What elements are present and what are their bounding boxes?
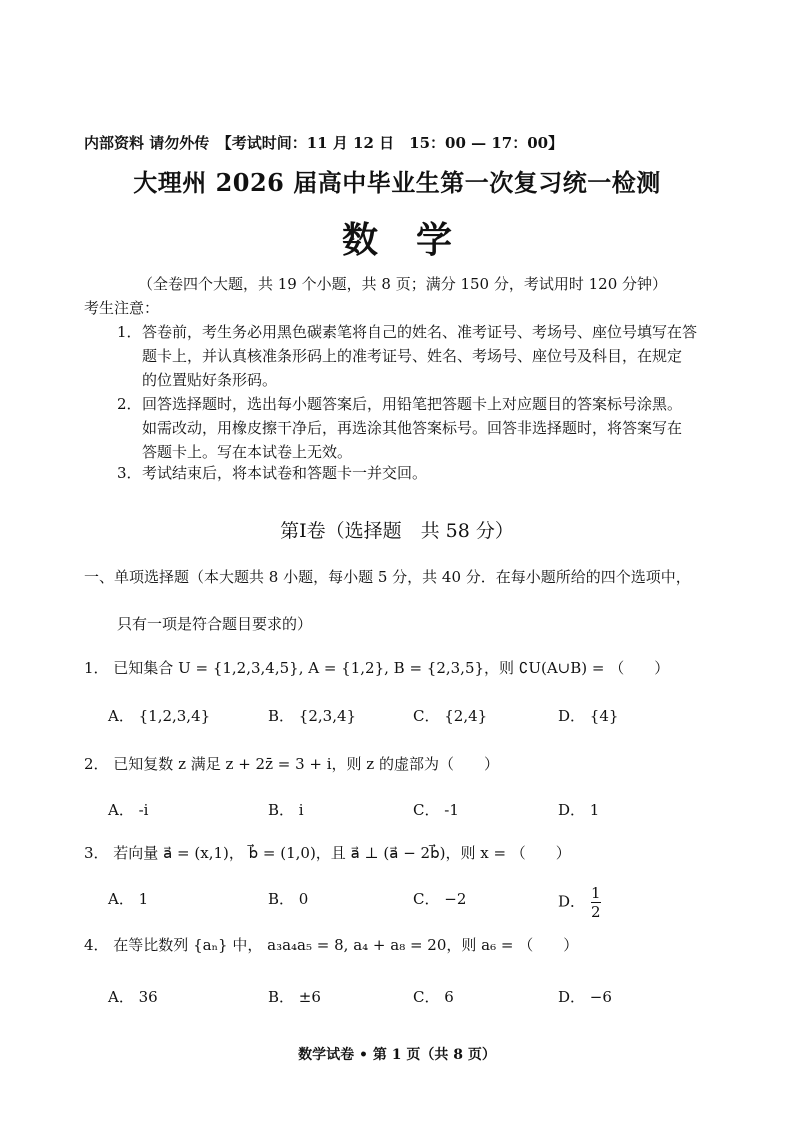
notice-text: 的位置贴好条形码。 — [142, 371, 278, 389]
notice-text: 答卷前，考生务必用黑色碳素笔将自己的姓名、准考证号、考场号、座位号填写在答 — [142, 323, 698, 341]
question-1-option-c: C． {2,4} — [413, 707, 488, 725]
exam-title: 大理州 2026 届高中毕业生第一次复习统一检测 — [133, 168, 661, 197]
section-title: 第Ⅰ卷（选择题 共 58 分） — [280, 520, 514, 542]
notice-num: 3． — [117, 464, 142, 482]
notice-item-1 — [117, 320, 697, 392]
notice-text: 考试结束后，将本试卷和答题卡一并交回。 — [142, 464, 428, 482]
question-2-stem: 2． 已知复数 z 满足 z + 2z̄ = 3 + i，则 z 的虚部为（ ） — [84, 755, 499, 773]
notice-num: 1． — [117, 323, 142, 341]
notice-heading: 考生注意： — [84, 299, 160, 317]
question-3-stem: 3． 若向量 a⃗ = (x,1)， b⃗ = (1,0)，且 a⃗ ⊥ (a⃗ − 2b⃗)，则 x = （ ） — [84, 844, 571, 862]
question-3-option-c: C． −2 — [413, 890, 467, 908]
question-1-option-a: A． {1,2,3,4} — [108, 707, 211, 725]
question-2-option-a: A． -i — [108, 801, 149, 819]
question-3-option-d — [558, 884, 601, 921]
notice-text: 如需改动，用橡皮擦干净后，再选涂其他答案标号。回答非选择题时，将答案写在 — [142, 419, 683, 437]
fraction — [591, 884, 601, 921]
notice-item-2 — [117, 392, 682, 464]
question-1-stem: 1． 已知集合 U = {1,2,3,4,5}, A = {1,2}, B = {2,3,5}，则 ∁U(A∪B) = （ ） — [84, 659, 670, 677]
page-footer: 数学试卷 • 第 1 页（共 8 页） — [298, 1047, 496, 1063]
option-label: D． — [558, 892, 586, 911]
question-2-option-d: D． 1 — [558, 801, 600, 819]
question-2-option-b: B． i — [268, 801, 304, 819]
notice-text: 题卡上，并认真核准条形码上的准考证号、姓名、考场号、座位号及科目，在规定 — [142, 347, 683, 365]
part-instructions-cont: 只有一项是符合题目要求的） — [117, 615, 313, 633]
fraction-numerator: 1 — [591, 884, 601, 902]
exam-info: （全卷四个大题，共 19 个小题，共 8 页；满分 150 分，考试用时 120 分钟） — [138, 275, 668, 293]
fraction-denominator: 2 — [591, 903, 601, 921]
question-2-option-c: C． -1 — [413, 801, 459, 819]
part-instructions: 一、单项选择题（本大题共 8 小题，每小题 5 分，共 40 分．在每小题所给的四个选项中， — [84, 568, 691, 586]
question-1-option-b: B． {2,3,4} — [268, 707, 357, 725]
question-4-stem: 4． 在等比数列 {aₙ} 中， a₃a₄a₅ = 8, a₄ + a₈ = 20，则 a₆ = （ ） — [84, 936, 579, 954]
question-3-option-a: A． 1 — [108, 890, 149, 908]
notice-text: 回答选择题时，选出每小题答案后，用铅笔把答题卡上对应题目的答案标号涂黑。 — [142, 395, 683, 413]
question-1-option-d: D． {4} — [558, 707, 619, 725]
question-4-option-d: D． −6 — [558, 988, 612, 1006]
question-4-option-b: B． ±6 — [268, 988, 321, 1006]
notice-text: 答题卡上。写在本试卷上无效。 — [142, 443, 353, 461]
question-4-option-a: A． 36 — [108, 988, 158, 1006]
notice-item-3 — [117, 461, 427, 485]
exam-note: 内部资料 请勿外传 【考试时间：11 月 12 日 15：00 — 17：00】 — [84, 134, 564, 152]
subject-title: 数学 — [341, 219, 490, 261]
question-3-option-b: B． 0 — [268, 890, 309, 908]
question-4-option-c: C． 6 — [413, 988, 454, 1006]
notice-num: 2． — [117, 395, 142, 413]
